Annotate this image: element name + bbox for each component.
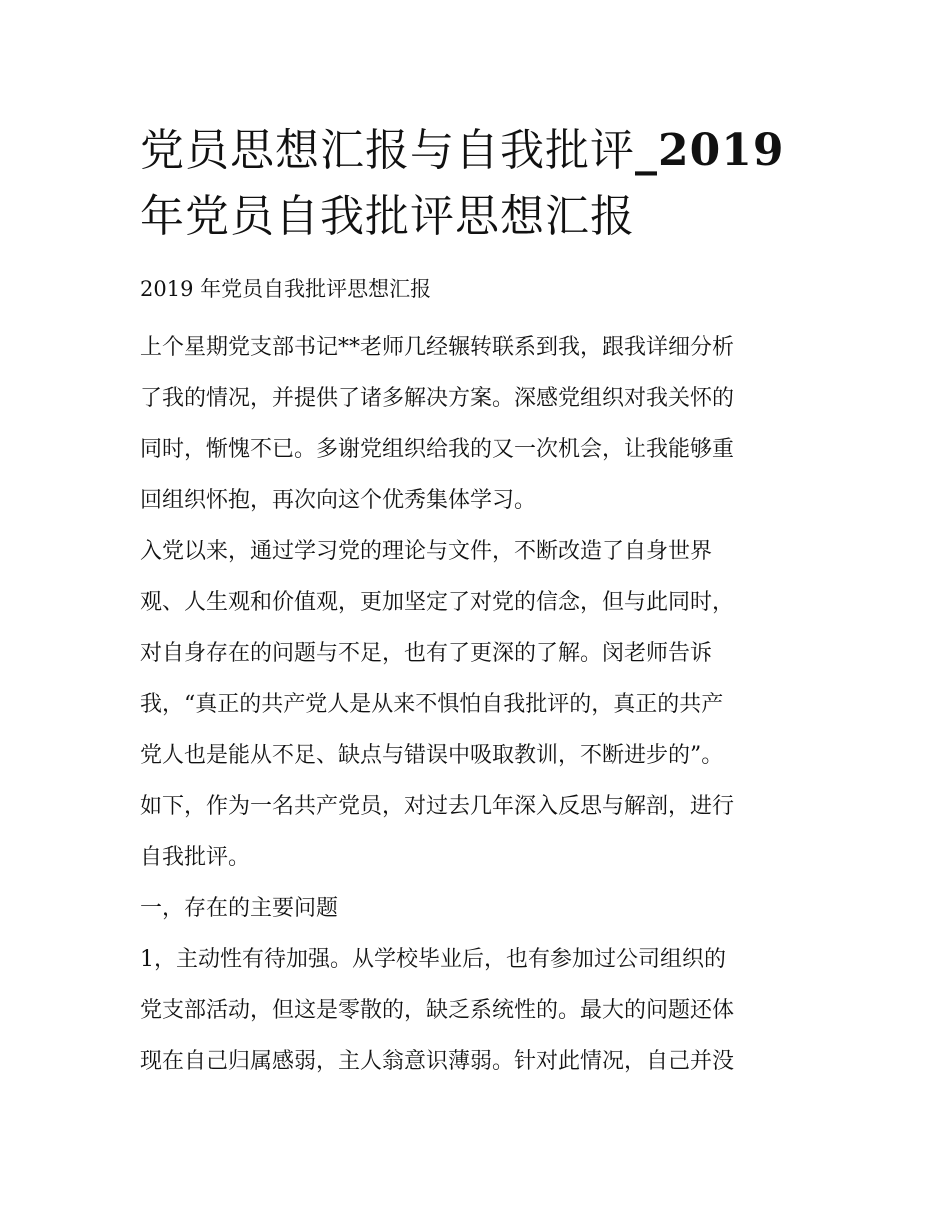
paragraph-2 xyxy=(140,526,816,883)
paragraph-line: 自我批评。 xyxy=(140,845,251,870)
document-content xyxy=(140,118,816,1087)
title-line1-year: _2019 xyxy=(635,125,785,176)
document-subtitle: 2019 年党员自我批评思想汇报 xyxy=(140,277,432,301)
title-line2-text: 年党员自我批评思想汇报 xyxy=(140,191,635,242)
paragraph-line: 1，主动性有待加强。从学校毕业后，也有参加过公司组织的 xyxy=(140,947,726,972)
paragraph-line: 回组织怀抱，再次向这个优秀集体学习。 xyxy=(140,488,537,513)
document-title xyxy=(140,118,816,250)
title-line1-text: 党员思想汇报与自我批评 xyxy=(140,125,635,176)
paragraph-line: 对自身存在的问题与不足，也有了更深的了解。闵老师告诉 xyxy=(140,641,713,666)
paragraph-line: 党支部活动，但这是零散的，缺乏系统性的。最大的问题还体 xyxy=(140,998,735,1023)
section-heading xyxy=(140,883,816,934)
paragraph-line: 党人也是能从不足、缺点与错误中吸取教训，不断进步的”。 xyxy=(140,743,724,768)
paragraph-line: 入党以来，通过学习党的理论与文件，不断改造了自身世界 xyxy=(140,539,713,564)
paragraph-3 xyxy=(140,934,816,1087)
paragraph-line: 了我的情况，并提供了诸多解决方案。深感党组织对我关怀的 xyxy=(140,386,735,411)
paragraph-line: 同时，惭愧不已。多谢党组织给我的又一次机会，让我能够重 xyxy=(140,437,735,462)
paragraph-line: 上个星期党支部书记**老师几经辗转联系到我，跟我详细分析 xyxy=(140,335,735,360)
paragraph-1 xyxy=(140,322,816,526)
paragraph-line: 观、人生观和价值观，更加坚定了对党的信念，但与此同时， xyxy=(140,590,735,615)
section-heading-text: 一，存在的主要问题 xyxy=(140,896,339,921)
paragraph-line: 我，“真正的共产党人是从来不惧怕自我批评的，真正的共产 xyxy=(140,692,724,717)
paragraph-line: 如下，作为一名共产党员，对过去几年深入反思与解剖，进行 xyxy=(140,794,735,819)
paragraph-line: 现在自己归属感弱，主人翁意识薄弱。针对此情况，自己并没 xyxy=(140,1049,735,1074)
